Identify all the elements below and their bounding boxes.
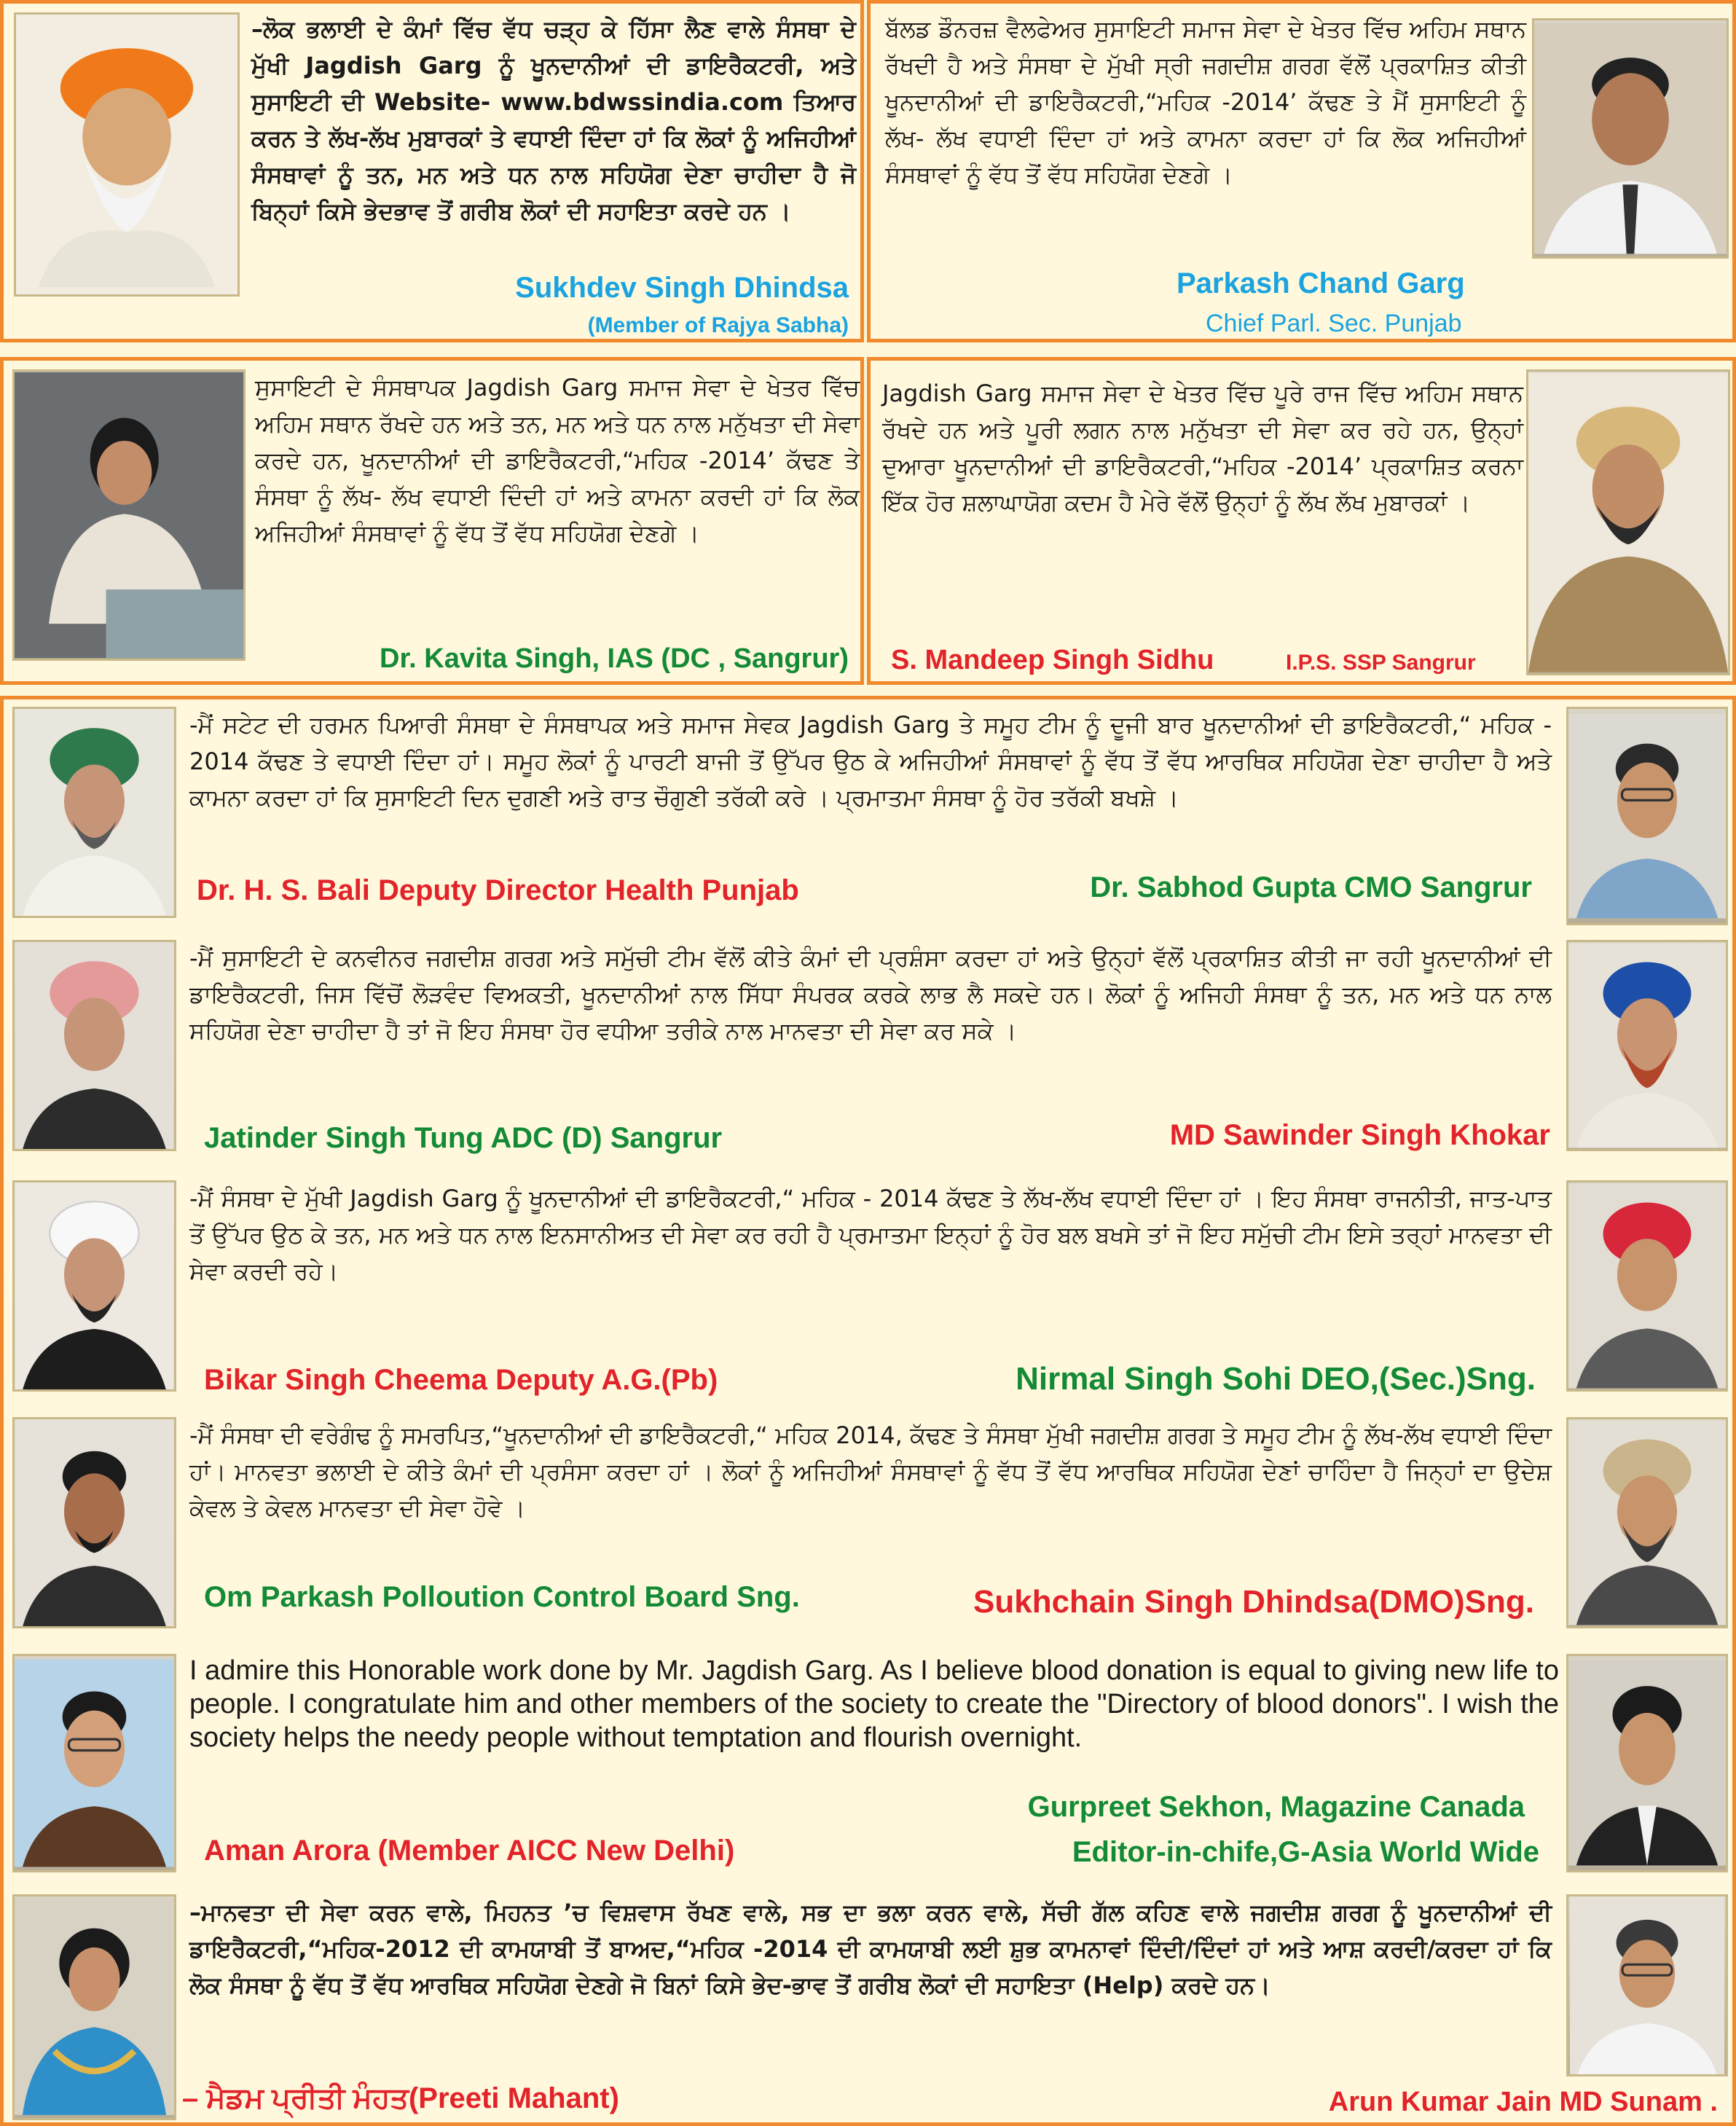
person-name-right: Dr. Sabhod Gupta CMO Sangrur [1090,871,1532,903]
person-name-right-1: Gurpreet Sekhon, Magazine Canada [1027,1791,1525,1823]
portrait-icon [16,15,237,294]
person-title: (Member of Rajya Sabha) [587,313,849,337]
photo-arun-kumar-jain [1566,1894,1728,2076]
photo-parkash-chand-garg [1532,18,1729,259]
photo-aman-arora [12,1654,176,1872]
message-text: Jagdish Garg ਸਮਾਜ ਸੇਵਾ ਦੇ ਖੇਤਰ ਵਿੱਚ ਪੂਰੇ ਰਾਜ ਵਿੱਚ ਅਹਿਮ ਸਥਾਨ ਰੱਖਦੇ ਹਨ ਅਤੇ ਪੂਰੀ ਲਗਨ ਨਾਲ ਮਨੁੱਖਤਾ ਦੀ ਸੇਵਾ ਕਰ ਰਹੇ ਹਨ, ਉਨ੍ਹਾਂ ਦੁਆਰਾ ਖੂਨਦਾਨੀਆਂ ਦੀ ਡਾਇਰੈਕਟਰੀ,“ਮਹਿਕ -2014’ ਪ੍ਰਕਾਸ਼ਿਤ ਕਰਨਾ ਇੱਕ ਹੋਰ ਸ਼ਲਾਘਾਯੋਗ ਕਦਮ ਹੈ ਮੇਰੇ ਵੱਲੋਂ ਉਨ੍ਹਾਂ ਨੂੰ ਲੱਖ ਲੱਖ ਮੁਬਾਰਕਾਂ । [882,380,1523,517]
message-box-kavita [0,357,864,685]
photo-sawinder-singh-khokar [1566,940,1728,1151]
person-name: Sukhdev Singh Dhindsa [515,272,849,304]
portrait-icon [1568,942,1726,1149]
person-name-right: MD Sawinder Singh Khokar [1169,1119,1550,1151]
message-box-parkash [867,0,1736,342]
person-name-left: Om Parkash Polloution Control Board Sng. [204,1581,800,1613]
message-text: I admire this Honorable work done by Mr. Jagdish Garg. As I believe blood donation is equal to giving new life to people. I congratulate him and other members of the society to create the "Directory of blood donors". I wish the society helps the needy people without temptation and flourish overnight. [189,1655,1559,1753]
photo-sukhdev-singh-dhindsa [14,12,240,297]
person-name-left: Bikar Singh Cheema Deputy A.G.(Pb) [204,1364,718,1396]
person-name-right-2: Editor-in-chife,G-Asia World Wide [1072,1836,1539,1868]
message-text: ਸੁਸਾਇਟੀ ਦੇ ਸੰਸਥਾਪਕ Jagdish Garg ਸਮਾਜ ਸੇਵਾ ਦੇ ਖੇਤਰ ਵਿੱਚ ਅਹਿਮ ਸਥਾਨ ਰੱਖਦੇ ਹਨ ਅਤੇ ਤਨ, ਮਨ ਅਤੇ ਧਨ ਨਾਲ ਮਨੁੱਖਤਾ ਦੀ ਸੇਵਾ ਕਰਦੇ ਹਨ, ਖੂਨਦਾਨੀਆਂ ਦੀ ਡਾਇਰੈਕਟਰੀ,“ਮਹਿਕ -2014’ ਕੱਢਣ ਤੇ ਸੰਸਥਾ ਨੂੰ ਲੱਖ- ਲੱਖ ਵਧਾਈ ਦਿੰਦੀ ਹਾਂ ਅਤੇ ਕਾਮਨਾ ਕਰਦੀ ਹਾਂ ਕਿ ਲੋਕ ਅਜਿਹੀਆਂ ਸੰਸਥਾਵਾਂ ਨੂੰ ਵੱਧ ਤੋਂ ਵੱਧ ਸਹਿਯੋਗ ਦੇਣਗੇ । [255,374,860,547]
portrait-icon [1528,372,1728,673]
portrait-icon [15,1896,174,2118]
photo-bikar-singh-cheema [12,1180,176,1392]
photo-jatinder-singh-tung [12,940,176,1151]
person-name-right: Sukhchain Singh Dhindsa(DMO)Sng. [973,1584,1534,1620]
photo-sukhchain-singh-dhindsa [1566,1417,1728,1628]
message-text: -ਮੈਂ ਸੰਸਥਾ ਦੀ ਵਰੇਗੰਢ ਨੂੰ ਸਮਰਪਿਤ,“ਖੂਨਦਾਨੀਆਂ ਦੀ ਡਾਇਰੈਕਟਰੀ,“ ਮਹਿਕ 2014, ਕੱਢਣ ਤੇ ਸੰਸਥਾ ਮੁੱਖੀ ਜਗਦੀਸ਼ ਗਰਗ ਤੇ ਸਮੂਹ ਟੀਮ ਨੂੰ ਲੱਖ-ਲੱਖ ਵਧਾਈ ਦਿੰਦਾ ਹਾਂ। ਮਾਨਵਤਾ ਭਲਾਈ ਦੇ ਕੀਤੇ ਕੰਮਾਂ ਦੀ ਪ੍ਰਸੰਸਾ ਕਰਦਾ ਹਾਂ । ਲੋਕਾਂ ਨੂੰ ਅਜਿਹੀਆਂ ਸੰਸਥਾਵਾਂ ਨੂੰ ਵੱਧ ਤੋਂ ਵੱਧ ਆਰਥਿਕ ਸਹਿਯੋਗ ਦੇਣਾਂ ਚਾਹਿੰਦਾ ਹੈ ਜਿਨ੍ਹਾਂ ਦਾ ਉਦੇਸ਼ ਕੇਵਲ ਤੇ ਕੇਵਲ ਮਾਨਵਤਾ ਦੀ ਸੇਵਾ ਹੋਵੇ । [189,1421,1552,1522]
person-name-right: Arun Kumar Jain MD Sunam . [1328,2087,1718,2117]
portrait-icon [1568,1656,1726,1870]
person-name-left: Aman Arora (Member AICC New Delhi) [204,1835,735,1867]
photo-mandeep-singh-sidhu [1526,369,1730,675]
message-text: –ਲੋਕ ਭਲਾਈ ਦੇ ਕੰਮਾਂ ਵਿੱਚ ਵੱਧ ਚੜ੍ਹ ਕੇ ਹਿੱਸਾ ਲੈਣ ਵਾਲੇ ਸੰਸਥਾ ਦੇ ਮੁੱਖੀ Jagdish Garg ਨੂੰ ਖੂਨਦਾਨੀਆਂ ਦੀ ਡਾਇਰੈਕਟਰੀ, ਅਤੇ ਸੁਸਾਇਟੀ ਦੀ Website- www.bdwssindia.com ਤਿਆਰ ਕਰਨ ਤੇ ਲੱਖ-ਲੱਖ ਮੁਬਾਰਕਾਂ ਤੇ ਵਧਾਈ ਦਿੰਦਾ ਹਾਂ ਕਿ ਲੋਕਾਂ ਨੂੰ ਅਜਿਹੀਆਂ ਸੰਸਥਾਵਾਂ ਨੂੰ ਤਨ, ਮਨ ਅਤੇ ਧਨ ਨਾਲ ਸਹਿਯੋਗ ਦੇਣਾ ਚਾਹੀਦਾ ਹੈ ਜੋ ਬਿਨ੍ਹਾਂ ਕਿਸੇ ਭੇਦਭਾਵ ਤੋਂ ਗਰੀਬ ਲੋਕਾਂ ਦੀ ਸਹਾਇਤਾ ਕਰਦੇ ਹਨ । [251,15,856,225]
person-title: I.P.S. SSP Sangrur [1286,651,1476,675]
person-title: Chief Parl. Sec. Punjab [1206,310,1462,337]
photo-sabhod-gupta [1566,707,1728,925]
person-name-left: Dr. H. S. Bali Deputy Director Health Punjab [197,874,799,906]
person-name-left: – ਮੈਡਮ ਪ੍ਰੀਤੀ ਮੰਹਤ(Preeti Mahant) [182,2082,619,2114]
photo-gurpreet-sekhon [1566,1654,1728,1872]
photo-hs-bali [12,707,176,918]
messages-panel [0,696,1736,2126]
person-name-left: Jatinder Singh Tung ADC (D) Sangrur [204,1122,723,1154]
message-box-mandeep [867,357,1736,685]
message-text: -ਮੈਂ ਸੁਸਾਇਟੀ ਦੇ ਕਨਵੀਨਰ ਜਗਦੀਸ਼ ਗਰਗ ਅਤੇ ਸਮੁੱਚੀ ਟੀਮ ਵੱਲੋਂ ਕੀਤੇ ਕੰਮਾਂ ਦੀ ਪ੍ਰਸ਼ੰਸਾ ਕਰਦਾ ਹਾਂ ਅਤੇ ਉਨ੍ਹਾਂ ਵੱਲੋਂ ਪ੍ਰਕਾਸ਼ਿਤ ਕੀਤੀ ਜਾ ਰਹੀ ਖੂਨਦਾਨੀਆਂ ਦੀ ਡਾਇਰੈਕਟਰੀ, ਜਿਸ ਵਿੱਚੋਂ ਲੋੜਵੰਦ ਵਿਅਕਤੀ, ਖੂਨਦਾਨੀਆਂ ਨਾਲ ਸਿੱਧਾ ਸੰਪਰਕ ਕਰਕੇ ਲਾਭ ਲੈ ਸਕਦੇ ਹਨ। ਲੋਕਾਂ ਨੂੰ ਅਜਿਹੀ ਸੰਸਥਾ ਨੂੰ ਤਨ, ਮਨ ਅਤੇ ਧਨ ਨਾਲ ਸਹਿਯੋਗ ਦੇਣਾ ਚਾਹੀਦਾ ਹੈ ਤਾਂ ਜੋ ਇਹ ਸੰਸਥਾ ਹੋਰ ਵਧੀਆ ਤਰੀਕੇ ਨਾਲ ਮਾਨਵਤਾ ਦੀ ਸੇਵਾ ਕਰ ਸਕੇ । [189,944,1552,1045]
photo-preeti-mahant [12,1894,176,2120]
message-text: ਬੱਲਡ ਡੌਨਰਜ਼ ਵੈਲਫੇਅਰ ਸੁਸਾਇਟੀ ਸਮਾਜ ਸੇਵਾ ਦੇ ਖੇਤਰ ਵਿੱਚ ਅਹਿਮ ਸਥਾਨ ਰੱਖਦੀ ਹੈ ਅਤੇ ਸੰਸਥਾ ਦੇ ਮੁੱਖੀ ਸ੍ਰੀ ਜਗਦੀਸ਼ ਗਰਗ ਵੱਲੋਂ ਪ੍ਰਕਾਸ਼ਿਤ ਕੀਤੀ ਖੂਨਦਾਨੀਆਂ ਦੀ ਡਾਇਰੈਕਟਰੀ,“ਮਹਿਕ -2014’ ਕੱਢਣ ਤੇ ਮੈਂ ਸੁਸਾਇਟੀ ਨੂੰ ਲੱਖ- ਲੱਖ ਵਧਾਈ ਦਿੰਦਾ ਹਾਂ ਅਤੇ ਕਾਮਨਾ ਕਰਦਾ ਹਾਂ ਕਿ ਲੋਕ ਅਜਿਹੀਆਂ ਸੰਸਥਾਵਾਂ ਨੂੰ ਵੱਧ ਤੋਂ ਵੱਧ ਸਹਿਯੋਗ ਦੇਣਗੇ । [885,15,1526,189]
person-name-right: Nirmal Singh Sohi DEO,(Sec.)Sng. [1016,1361,1536,1397]
person-name: Parkash Chand Garg [1177,267,1465,299]
message-text: –ਮਾਨਵਤਾ ਦੀ ਸੇਵਾ ਕਰਨ ਵਾਲੇ, ਮਿਹਨਤ ’ਚ ਵਿਸ਼ਵਾਸ ਰੱਖਣ ਵਾਲੇ, ਸਭ ਦਾ ਭਲਾ ਕਰਨ ਵਾਲੇ, ਸੱਚੀ ਗੱਲ ਕਹਿਣ ਵਾਲੇ ਜਗਦੀਸ਼ ਗਰਗ ਨੂੰ ਖੂਨਦਾਨੀਆਂ ਦੀ ਡਾਇਰੈਕਟਰੀ,“ਮਹਿਕ-2012 ਦੀ ਕਾਮਯਾਬੀ ਤੋਂ ਬਾਅਦ,“ਮਹਿਕ -2014 ਦੀ ਕਾਮਯਾਬੀ ਲਈ ਸ਼ੁਭ ਕਾਮਨਾਵਾਂ ਦਿੰਦੀ/ਦਿੰਦਾਂ ਹਾਂ ਅਤੇ ਆਸ਼ ਕਰਦੀ/ਕਰਦਾ ਹਾਂ ਕਿ ਲੋਕ ਸੰਸਥਾ ਨੂੰ ਵੱਧ ਤੋਂ ਵੱਧ ਆਰਥਿਕ ਸਹਿਯੋਗ ਦੇਣਗੇ ਜੋ ਬਿਨਾਂ ਕਿਸੇ ਭੇਦ-ਭਾਵ ਤੋਂ ਗਰੀਬ ਲੋਕਾਂ ਦੀ ਸਹਾਇਤਾ (Help) ਕਰਦੇ ਹਨ। [189,1899,1552,1999]
portrait-icon [15,1182,174,1389]
portrait-icon [15,1656,174,1870]
message-box-sukhdev [0,0,864,342]
portrait-icon [1568,709,1726,923]
message-text: -ਮੈਂ ਸਟੇਟ ਦੀ ਹਰਮਨ ਪਿਆਰੀ ਸੰਸਥਾ ਦੇ ਸੰਸਥਾਪਕ ਅਤੇ ਸਮਾਜ ਸੇਵਕ Jagdish Garg ਤੇ ਸਮੂਹ ਟੀਮ ਨੂੰ ਦੂਜੀ ਬਾਰ ਖੂਨਦਾਨੀਆਂ ਦੀ ਡਾਇਰੈਕਟਰੀ,“ ਮਹਿਕ - 2014 ਕੱਢਣ ਤੇ ਵਧਾਈ ਦਿੰਦਾ ਹਾਂ। ਸਮੂਹ ਲੋਕਾਂ ਨੂੰ ਪਾਰਟੀ ਬਾਜੀ ਤੋਂ ਉੱਪਰ ਉਠ ਕੇ ਅਜਿਹੀਆਂ ਸੰਸਥਾਵਾਂ ਨੂੰ ਵੱਧ ਤੋਂ ਵੱਧ ਆਰਥਿਕ ਸਹਿਯੋਗ ਦੇਣਾ ਚਾਹੀਦਾ ਹੈ ਅਤੇ ਕਾਮਨਾ ਕਰਦਾ ਹਾਂ ਕਿ ਸੁਸਾਇਟੀ ਦਿਨ ਦੁਗਣੀ ਅਤੇ ਰਾਤ ਚੌਗੁਣੀ ਤਰੱਕੀ ਕਰੇ । ਪ੍ਰਮਾਤਮਾ ਸੰਸਥਾ ਨੂੰ ਹੋਰ ਤਰੱਕੀ ਬਖਸ਼ੇ । [189,711,1552,812]
photo-nirmal-singh-sohi [1566,1180,1728,1392]
portrait-icon [15,942,174,1149]
photo-om-parkash [12,1417,176,1628]
portrait-icon [15,709,174,916]
portrait-icon [1534,20,1727,256]
message-text: -ਮੈਂ ਸੰਸਥਾ ਦੇ ਮੁੱਖੀ Jagdish Garg ਨੂੰ ਖੂਨਦਾਨੀਆਂ ਦੀ ਡਾਇਰੈਕਟਰੀ,“ ਮਹਿਕ - 2014 ਕੱਢਣ ਤੇ ਲੱਖ-ਲੱਖ ਵਧਾਈ ਦਿੰਦਾ ਹਾਂ । ਇਹ ਸੰਸਥਾ ਰਾਜਨੀਤੀ, ਜਾਤ-ਪਾਤ ਤੋਂ ਉੱਪਰ ਉਠ ਕੇ ਤਨ, ਮਨ ਅਤੇ ਧਨ ਨਾਲ ਇਨਸਾਨੀਅਤ ਦੀ ਸੇਵਾ ਕਰ ਰਹੀ ਹੈ ਪ੍ਰਮਾਤਮਾ ਇਨ੍ਹਾਂ ਨੂੰ ਹੋਰ ਬਲ ਬਖਸੇ ਤਾਂ ਜੋ ਇਹ ਸਮੁੱਚੀ ਟੀਮ ਇਸੇ ਤਰ੍ਹਾਂ ਮਾਨਵਤਾ ਦੀ ਸੇਵਾ ਕਰਦੀ ਰਹੇ। [189,1185,1552,1285]
portrait-icon [15,1419,174,1626]
portrait-icon [1568,1182,1726,1389]
person-name: Dr. Kavita Singh, IAS (DC , Sangrur) [380,643,849,674]
portrait-icon [15,372,243,659]
portrait-icon [1568,1419,1726,1626]
photo-kavita-singh [12,369,246,661]
portrait-icon [1568,1896,1726,2074]
person-name: S. Mandeep Singh Sidhu [891,645,1214,675]
